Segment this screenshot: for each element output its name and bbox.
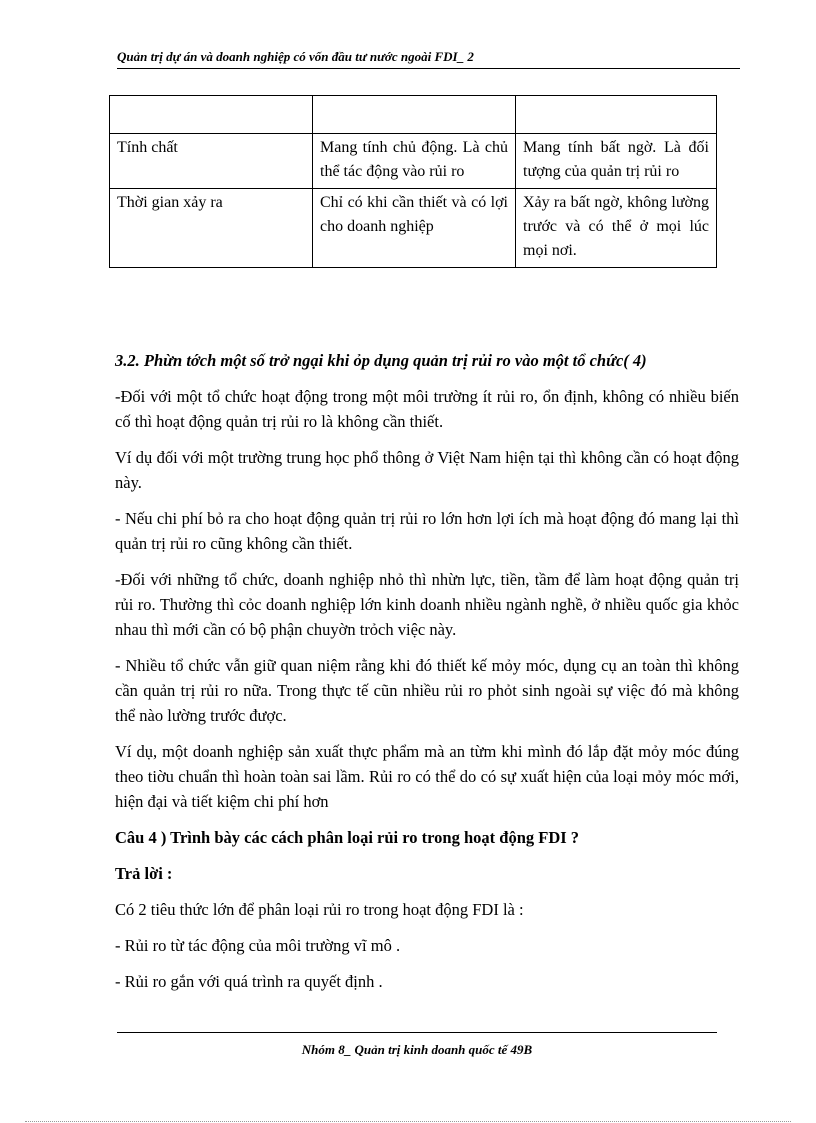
table-row bbox=[110, 189, 717, 268]
table-cell bbox=[313, 96, 516, 134]
paragraph: Ví dụ đối với một trường trung học phổ thông ở Việt Nam hiện tại thì không cần có hoạt động này. bbox=[115, 448, 739, 492]
paragraph: -Đối với một tổ chức hoạt động trong một môi trường ít rủi ro, ổn định, không có nhiều biến cố thì hoạt động quản trị rủi ro là không cần thiết. bbox=[115, 387, 739, 431]
paragraph: - Nếu chi phí bỏ ra cho hoạt động quản trị rủi ro lớn hơn lợi ích mà hoạt động đó mang lại thì quản trị rủi ro cũng không cần thiết. bbox=[115, 509, 739, 553]
table-row bbox=[110, 96, 717, 134]
table-cell: Xảy ra bất ngờ, không lường trước và có thể ở mọi lúc mọi nơi. bbox=[516, 189, 717, 268]
table-cell bbox=[110, 96, 313, 134]
table-row bbox=[110, 134, 717, 189]
table-cell: Mang tính bất ngờ. Là đối tượng của quản trị rủi ro bbox=[516, 134, 717, 189]
document-body bbox=[115, 348, 739, 1005]
page-header: Quản trị dự án và doanh nghiệp có vốn đầu tư nước ngoài FDI_ 2 bbox=[117, 49, 740, 69]
comparison-table bbox=[109, 95, 717, 268]
paragraph: -Đối với những tổ chức, doanh nghiệp nhỏ thì nhừn lực, tiền, tầm để làm hoạt động quản trị rủi ro. Thường thì cỏc doanh nghiệp lớn kinh doanh nhiều ngành nghề, ở nhiều quốc gia khỏc nhau thì mới cần có bộ phận chuyờn trỏch việc này. bbox=[115, 570, 739, 639]
list-item: - Rủi ro gắn với quá trình ra quyết định . bbox=[115, 972, 383, 991]
question-heading: Câu 4 ) Trình bày các cách phân loại rủi ro trong hoạt động FDI ? bbox=[115, 828, 580, 847]
footer-divider bbox=[117, 1032, 717, 1033]
row-label: Thời gian xảy ra bbox=[110, 189, 313, 268]
table-cell: Mang tính chủ động. Là chủ thể tác động vào rủi ro bbox=[313, 134, 516, 189]
row-label: Tính chất bbox=[110, 134, 313, 189]
page-edge-divider bbox=[25, 1121, 791, 1122]
page-footer: Nhóm 8_ Quản trị kinh doanh quốc tế 49B bbox=[301, 1042, 533, 1057]
list-item: - Rủi ro từ tác động của môi trường vĩ mô . bbox=[115, 936, 401, 955]
paragraph: - Nhiều tổ chức vẫn giữ quan niệm rằng khi đó thiết kế mỏy móc, dụng cụ an toàn thì không cần quản trị rủi ro nữa. Trong thực tế cũn nhiều rủi ro phỏt sinh ngoài sự việc đó mà không thể nào lường trước được. bbox=[115, 656, 739, 725]
section-heading: 3.2. Phừn tớch một số trở ngại khi ỏp dụng quản trị rủi ro vào một tổ chức( 4) bbox=[115, 351, 647, 370]
answer-label: Trả lời : bbox=[115, 864, 173, 883]
table-cell: Chỉ có khi cần thiết và có lợi cho doanh nghiệp bbox=[313, 189, 516, 268]
table-cell bbox=[516, 96, 717, 134]
paragraph: Có 2 tiêu thức lớn để phân loại rủi ro trong hoạt động FDI là : bbox=[115, 900, 524, 919]
paragraph: Ví dụ, một doanh nghiệp sản xuất thực phẩm mà an từm khi mình đó lắp đặt mỏy móc đúng theo tiờu chuẩn thì hoàn toàn sai lầm. Rủi ro có thể do có sự xuất hiện của loại mỏy móc mới, hiện đại và tiết kiệm chi phí hơn bbox=[115, 742, 739, 811]
